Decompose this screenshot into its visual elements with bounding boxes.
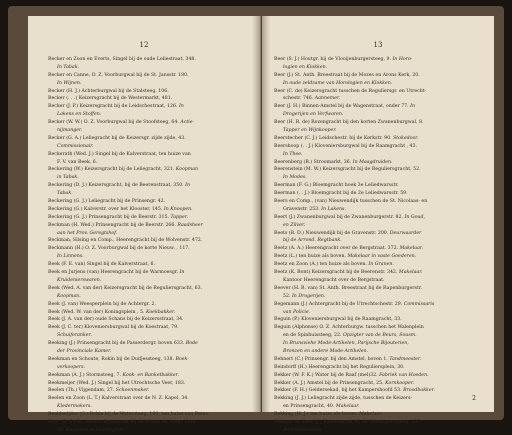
directory-line (48, 364, 250, 372)
directory-line (274, 119, 478, 127)
directory-line (274, 88, 478, 96)
directory-line (274, 364, 478, 372)
entry-text: Becker en Zoon en Everts, Singel bij de oude Leliestraat, 348. (48, 57, 196, 62)
entry-text: 20. (57, 427, 65, 433)
directory-line (48, 143, 250, 151)
directory-line (48, 56, 250, 64)
entry-text: Becker en Canne, O. Z. Voorburgwal bij de St. Jansstr. 180. (48, 72, 189, 78)
entry-text: Bekker (F. H.) Geldersekad, bij het Kampershoofd 53. (274, 388, 402, 394)
book-gutter (252, 16, 270, 412)
entry-text: Beekman en Schoute, Rokin bij de Duifjessteeg, 138. (48, 356, 175, 362)
directory-line (274, 64, 478, 72)
entry-text: Beeking (J.) Prinsengracht bij de Passerdergr. boven 633. (48, 341, 185, 347)
entry-occupation: In Lakens. (319, 206, 346, 212)
directory-line (48, 182, 250, 190)
entry-text: Beerstecher (C. J.) Leidschestr. bij de Kerkstr. 90. (274, 135, 392, 141)
entry-occupation: van Policie. (283, 309, 311, 315)
entry-text: Beek (J. C. ter) Kloveniersburgwal bij de Koestraat, 79. (48, 325, 179, 331)
directory-line (48, 159, 250, 167)
entry-occupation: Deurwaarder (388, 230, 422, 236)
entry-text: Behnert (C.) Prinsengr. bij den Amstel, boven 1. (274, 356, 388, 362)
entry-occupation: Koopman (174, 167, 199, 173)
right-page (262, 16, 494, 433)
entry-occupation: Raadsheer (175, 222, 203, 228)
entry-text: Beetz (A. A.) Heerengracht over de Bergstraat. 372. (274, 246, 399, 252)
directory-line (274, 143, 478, 151)
directory-line (48, 269, 250, 277)
entry-occupation: In oude zeldzame van Horologien en Klokken. (283, 80, 393, 86)
entry-text: Beckering (G. J.) Leliegracht bij de Prinsengr. 42. (48, 199, 166, 205)
entry-occupation: nijmanger. (57, 128, 83, 134)
directory-line (48, 348, 250, 356)
directory-line (274, 372, 478, 380)
entry-text: Beckering (W.) Keizersgracht bij de Leliegracht, 321. (48, 167, 175, 173)
entry-text: Beguin (P.) Kloveniersburgwal bij de Raamgracht, 33. (274, 317, 402, 323)
directory-line (48, 151, 250, 159)
entry-occupation: Boek- (174, 356, 189, 362)
directory-line (48, 135, 250, 143)
directory-line (48, 206, 250, 214)
directory-line (274, 348, 478, 356)
directory-line (48, 222, 250, 230)
entry-text: Beckman (H. Wed.) Prinsengracht bij de Beerstr. 266. (48, 222, 176, 228)
entry-text: Bekker (W. F. K.) Water bij de Raaf (mel)32. (274, 372, 378, 378)
entry-text: Beekman (A. J.) Stormsteeg, 7. (48, 372, 121, 378)
entry-text: Beer (C. de) Keizersgracht tusschen de Reguliersgr. en Utrecht- (274, 88, 427, 94)
entry-text: schestr. 746. (283, 96, 314, 102)
directory-line (274, 277, 478, 285)
entry-occupation: In (183, 183, 191, 189)
entry-occupation: Makelaar. (398, 246, 424, 252)
directory-line (274, 190, 478, 198)
entry-occupation: Aannemer. (313, 96, 341, 102)
entry-occupation: In (177, 104, 184, 110)
entry-occupation: Bronzen en andere Mode-Artikelen. (283, 348, 369, 354)
entry-occupation: Tapper en Wijnkooper. (283, 128, 337, 134)
directory-line (274, 411, 478, 419)
entry-occupation: Broodbakker. (401, 388, 435, 394)
entry-occupation: Tabak. (57, 191, 73, 197)
entry-text: Beckman, Silsing en Comp., Heerengracht bij de Wolvenstr. 472. (48, 238, 203, 244)
entry-occupation: Kook- en Banketbakker. (121, 372, 179, 378)
directory-line (274, 419, 478, 427)
entry-occupation: In Horo- (390, 57, 413, 62)
entry-text: Bekking (H. J.) ten huize als boven. (274, 412, 358, 418)
right-page-entries (274, 56, 478, 435)
entry-occupation: en Zilver. (283, 222, 306, 228)
entry-occupation: In Granen. (366, 262, 394, 268)
directory-line (48, 127, 250, 135)
entry-occupation: Kledermakers. (57, 404, 92, 410)
entry-occupation: Lakens en Stoffen. (57, 112, 102, 118)
directory-line (274, 324, 478, 332)
directory-line (274, 151, 478, 159)
entry-text: Beek (J. van) Weesperplein bij de Achtergr. 2. (48, 301, 156, 307)
entry-text: Kantoor Heerengracht over de Bergstraat. (283, 277, 385, 283)
directory-line (274, 206, 478, 214)
entry-occupation: Bode (184, 341, 198, 347)
directory-line (274, 135, 478, 143)
directory-line (48, 198, 250, 206)
entry-text: Becker (H. J.) Achterburgwal bij de Stalsteeg, 106. (48, 88, 169, 94)
directory-line (274, 316, 478, 324)
entry-text: Beelen en Zoon (L. T.) Kalverstraat over de N. Z. Kapel, 34. (48, 396, 189, 402)
directory-line (48, 372, 250, 380)
directory-line (274, 159, 478, 167)
entry-text: Gravenstr. 253. (283, 206, 320, 212)
entry-text: Beckmann (H.) O. Z. Voorburgwal bij de korte Nieuw. , 117. (48, 246, 190, 252)
directory-line (48, 277, 250, 285)
directory-line (274, 111, 478, 119)
entry-occupation: Makelaar in vaste Goederen. (345, 254, 417, 260)
directory-line (274, 72, 478, 80)
entry-text: Beerenstein (M. W.) Keizersgracht bij de Reguliersgracht, 52. (274, 167, 421, 173)
entry-text: Beckering (D. J.) Keizersgracht, bij de Beerenstraat, 350. (48, 183, 184, 189)
entry-occupation: Koekbakker. (144, 309, 176, 315)
directory-line (48, 119, 250, 127)
directory-line (274, 395, 478, 403)
entry-text: Becker (W. W.) O. Z. Voorburgwal bij de Stoofsteeg, 64. (48, 120, 179, 126)
directory-line (48, 80, 250, 88)
left-page-number: 12 (139, 41, 149, 49)
directory-line (274, 198, 478, 206)
directory-line (48, 285, 250, 293)
directory-line (274, 293, 478, 301)
directory-line (48, 301, 250, 309)
directory-line (274, 403, 478, 411)
entry-text: Beek (F. E. van) Singel bij de Kalverstraat, 6. (48, 262, 155, 268)
entry-text: Beckering (G.) Kalverstr. over het Klooster, 145. (48, 206, 163, 212)
entry-occupation: Tapper. (168, 214, 189, 220)
directory-line (274, 245, 478, 253)
directory-line (274, 80, 478, 88)
entry-occupation: In Brunsviehe Mode-Artikelen, Parijsche Bijouterien, (283, 341, 409, 347)
directory-line (274, 285, 478, 293)
entry-text: Beindorff (H.) Heerengracht bij het Reguliersplein, 30. (274, 364, 405, 370)
directory-line (48, 309, 250, 317)
entry-text: Beer (S. J.) Houtgr. bij de Vlooijenburgersteeg, 9. (274, 57, 391, 62)
directory-line (48, 245, 250, 253)
entry-occupation: aan het Prov. Geregtshof. (57, 230, 118, 236)
entry-occupation: in Tabak. (57, 175, 79, 181)
directory-line (48, 427, 250, 435)
entry-text: Beelen (Th.) Vijgendam, 27. (48, 388, 115, 394)
signature-mark: 2 (472, 395, 476, 402)
directory-line (48, 340, 250, 348)
entry-text: Becker (. . .) Keizersgracht bij de Westermarkt, 481. (48, 96, 173, 102)
directory-line (48, 88, 250, 96)
entry-text: Beckering (G. J.) Prinsengracht bij de Beerstr. 315. (48, 214, 169, 220)
entry-text: Beek (Wed. W. van der) Koningsplein , 5. (48, 309, 145, 315)
directory-line (48, 72, 250, 80)
entry-occupation: Stokedoor. (391, 135, 419, 141)
directory-line (274, 95, 478, 103)
directory-line (48, 324, 250, 332)
directory-line (274, 261, 478, 269)
entry-text: Beerman (F. G.) Bloemgracht hoek 3e Leliedwarsstr. (274, 183, 399, 189)
entry-text: Beeldsnijder (G.) Rokin bij de Watersteeg, 160, ten huize van Rems. (48, 412, 210, 418)
entry-occupation: logien en Klokken. (283, 64, 328, 70)
directory-line (48, 419, 250, 427)
entry-text: Beert (J.) Zwanenburgwal bij de Zwanenburgerstr. 82. (274, 214, 404, 220)
directory-line (274, 174, 478, 182)
directory-line (274, 380, 478, 388)
entry-occupation: Makelaar. (334, 404, 360, 410)
entry-text: Beerman (. . J.) Bloemgracht bij de 2e Leliedwarsstr. 59. (274, 191, 408, 197)
entry-occupation: Koopman. (57, 293, 81, 299)
directory-line (48, 380, 250, 388)
entry-text: Beer (J. H.) Binnen-Amstel bij de Wagenstraat, onder 77. (274, 104, 409, 110)
entry-occupation: der Provinciale Kamer. (57, 348, 112, 354)
directory-line (274, 56, 478, 64)
entry-text: Bekking (J. J.) Leliegracht zijde zijde, tusschen de Keizers- (274, 396, 413, 402)
entry-occupation: In Linnens. (57, 254, 84, 260)
directory-line (48, 111, 250, 119)
entry-text: F. V. van Beek, 6. (57, 159, 98, 165)
entry-occupation: In (178, 270, 185, 276)
directory-line (48, 237, 250, 245)
entry-occupation: Opzigter van de Beurs, Sousm. (341, 333, 417, 339)
entry-text: Beever (H. B. van) St. Anth. Breestraat bij de Rapenburgerstr. (274, 285, 423, 291)
entry-text: Beek en Jurjens (van) Heerengracht bij de Warmoesgr. (48, 270, 179, 276)
directory-line (48, 253, 250, 261)
entry-text: Bekouw en Zoon (J.) Kalverstraat bij de Olieslagerssteeg, 137. (274, 419, 422, 425)
directory-line (48, 190, 250, 198)
entry-text: Beetz (L.) ten huize als boven. (274, 254, 346, 260)
entry-occupation: Commissaris (402, 301, 435, 307)
entry-text: Begemann (J.) Achtergracht bij de Utrechtschestr. 29. (274, 301, 403, 307)
right-page-number: 13 (373, 41, 383, 49)
entry-occupation: Tandmeester. (387, 356, 422, 362)
entry-text: Beer (H. B. de) Rozengracht bij den korten Zwanenburgwal, 8. (274, 120, 424, 126)
left-page-entries (48, 56, 250, 435)
directory-line (274, 301, 478, 309)
directory-line (48, 411, 250, 419)
directory-line (274, 182, 478, 190)
entry-text: Beer (J.) St. Anth. Breestraat bij de Mozes en Arons Kerk, 20. (274, 72, 420, 78)
entry-text: en Prinsengracht, 40. (283, 404, 335, 410)
entry-text: Bekker (A. J.) Amstel bij de Prinsengracht, 25. (274, 380, 384, 386)
directory-line (48, 95, 250, 103)
directory-line (48, 103, 250, 111)
entry-text: Becker (J. P.) Keizersgracht bij de Leidschestraat, 126. (48, 104, 178, 110)
directory-line (274, 230, 478, 238)
entry-occupation: Koopman in Horologien. (64, 427, 124, 433)
entry-text: en de Spinhuissteeg, 22. (283, 333, 342, 339)
entry-text: Beckerath (Wed. J.) Singel bij de Kalverstraat, ten huize van (48, 151, 191, 157)
directory-line (274, 427, 478, 435)
entry-occupation: Schuiferanker. (57, 333, 92, 339)
entry-text: 52. (283, 293, 291, 299)
entry-text: Beers en Comp., (van) Nieuwendijk tusschen de St. Nicolaas- en (274, 199, 428, 205)
directory-line (274, 214, 478, 222)
entry-occupation: Commissionair. (57, 143, 94, 149)
directory-line (48, 261, 250, 269)
entry-occupation: Drogerijen en Verfwaren. (283, 112, 344, 118)
entry-occupation: Kornkooper. (383, 380, 415, 386)
entry-occupation: Schoenmaker. (114, 388, 150, 394)
entry-occupation: Boekhandelaars. (283, 427, 323, 433)
entry-text: Beerenberg (B.) Stroomarkt, 36. (274, 159, 352, 165)
entry-occupation: In Knoopen. (162, 206, 193, 212)
entry-occupation: In Thee. (283, 151, 303, 157)
entry-occupation: In Goud, (403, 214, 425, 220)
entry-occupation: bij de Arrond. Regtbank. (283, 238, 342, 244)
entry-text: Beetz (K. Bont) Keizersgracht bij de Beerenstr. 342. (274, 270, 398, 276)
directory-line (48, 356, 250, 364)
directory-line (48, 395, 250, 403)
directory-line (48, 332, 250, 340)
entry-text: Becker (G. A.) Leliegracht bij de Keizersgr. zijde zijde, 43. (48, 135, 186, 141)
directory-line (274, 253, 478, 261)
entry-occupation: Makelaar. (397, 270, 423, 276)
directory-line (274, 222, 478, 230)
entry-occupation: Fabriek van Hoeden. (377, 372, 429, 378)
directory-line (274, 309, 478, 317)
entry-occupation: In Wijnen. (57, 80, 82, 86)
directory-line (48, 174, 250, 182)
directory-line (274, 127, 478, 135)
entry-text: Beer (R. S.) St. Anthon Breestraat bij de Mozes en Arons Kerk , (48, 419, 199, 425)
entry-occupation: Actie- (178, 120, 195, 126)
entry-text: Beets (B. D.) Nieuwendijk bij de Gravenstr. 200. (274, 230, 389, 236)
entry-text: Beershoop (. . J.) Kloveniersburgwal bij de Raamgracht , 43. (274, 143, 418, 149)
directory-line (48, 214, 250, 222)
entry-occupation: In Tabak. (57, 64, 80, 70)
directory-line (48, 230, 250, 238)
directory-line (48, 64, 250, 72)
directory-line (48, 387, 250, 395)
directory-line (274, 103, 478, 111)
entry-occupation: In (408, 104, 416, 110)
entry-occupation: In Drogerijen. (290, 293, 326, 299)
directory-line (48, 166, 250, 174)
directory-line (274, 340, 478, 348)
entry-occupation: Kruidenierswaren. (57, 277, 102, 283)
directory-line (274, 166, 478, 174)
entry-text: Beek (Wed. A. van der) Keizersgracht bij de Reguliersgracht, 63. (48, 285, 203, 291)
entry-text: Beguin (Alphonse) O. Z. Achterburgw. tusschen het Walenplein (274, 325, 424, 331)
entry-occupation: In Maagdruiden. (351, 159, 393, 165)
directory-line (48, 316, 250, 324)
entry-occupation: verkoopers. (57, 364, 86, 370)
directory-line (274, 269, 478, 277)
directory-line (274, 332, 478, 340)
directory-line (274, 237, 478, 245)
left-page (28, 16, 261, 433)
directory-line (274, 387, 478, 395)
directory-line (274, 356, 478, 364)
entry-text: Beekmeijer (Wed. J.) Singel bij het Utrechtsche Veer, 183. (48, 380, 186, 386)
directory-line (48, 403, 250, 411)
entry-text: Beek (J. A. van der) oude Schans bij de Keizersstraat, 34. (48, 317, 184, 323)
entry-occupation: In Modes. (283, 175, 307, 181)
directory-line (48, 293, 250, 301)
entry-text: Beetz en Zoon (A.) ten huize als boven. (274, 262, 367, 268)
entry-occupation: Makelaar. (357, 412, 383, 418)
